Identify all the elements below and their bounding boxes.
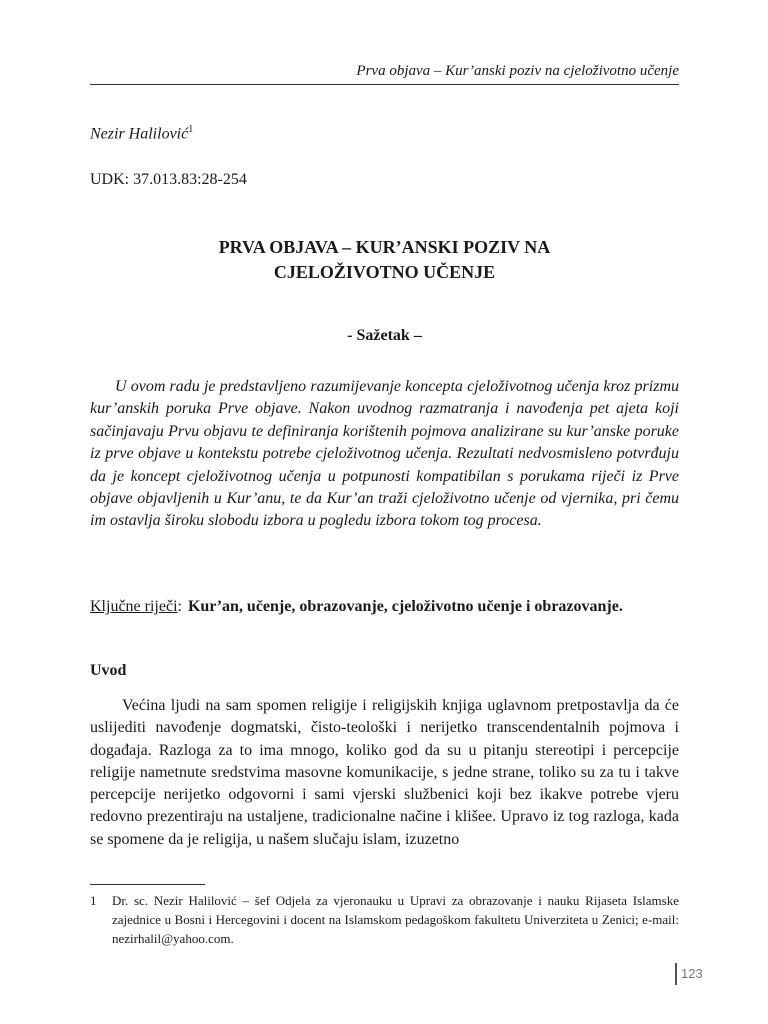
paper-title-line1: PRVA OBJAVA – KUR’ANSKI POZIV NA xyxy=(218,237,551,257)
footnote xyxy=(90,891,679,948)
header-rule xyxy=(90,84,679,85)
keywords-colon: : xyxy=(177,598,182,615)
author-line xyxy=(90,124,193,143)
udk-code: UDK: 37.013.83:28-254 xyxy=(90,171,247,188)
page-number: 123 xyxy=(675,963,703,985)
abstract-text: U ovom radu je predstavljeno razumijevanje koncepta cjeloživotnog učenja kroz prizmu kur’anskih poruka Prve objave. Nakon uvodnog razmatranja i navođenja pet ajeta koji sačinjavaju Prvu objavu te definiranja korištenih pojmova analizirane su kur’anske poruke iz prve objave u kontekstu potrebe cjeloživotnog učenja. Rezultati nedvosmisleno potvrđuju da je koncept cjeloživotnog učenja u potpunosti kompatibilan s porukama riječi iz Prve objave objavljenih u Kur’anu, te da Kur’an traži cjeloživotno učenje od vjernika, pri čemu im ostavlja široku slobodu izbora u pogledu izbora tokom tog procesa. xyxy=(90,378,679,530)
abstract-heading: - Sažetak – xyxy=(347,327,422,344)
keywords-text: Kur’an, učenje, obrazovanje, cjeloživotno učenje i obrazovanje. xyxy=(187,598,623,615)
running-header: Prva objava – Kur’anski poziv na cjeloživotno učenje xyxy=(356,63,679,79)
paper-title xyxy=(90,235,679,285)
author-footnote-mark[interactable]: 1 xyxy=(188,124,194,135)
footnote-text: Dr. sc. Nezir Halilović – šef Odjela za vjeronauku u Upravi za obrazovanje i nauku Rijaseta Islamske zajednice u Bosni i Hercegovini i docent na Islamskom pedagoškom fakultetu Univerziteta u Zenici; e-mail: nezirhalil@yahoo.com. xyxy=(112,893,679,946)
author-name: Nezir Halilović xyxy=(90,125,189,143)
footnote-number: 1 xyxy=(90,893,97,908)
keywords-label: Ključne riječi xyxy=(90,598,178,615)
keywords xyxy=(90,596,679,618)
footnote-rule xyxy=(90,884,205,885)
intro-paragraph: Većina ljudi na sam spomen religije i religijskih knjiga uglavnom pretpostavlja da će uslijediti navođenje dogmatski, čisto-teološki i nerijetko transcendentalnih pojmova i događaja. Razloga za to ima mnogo, koliko god da su u pitanju stereotipi i percepcije religije nametnute sredstvima masovne komunikacije, s jedne strane, toliko su za tu i takve percepcije nerijetko odgovorni i sami vjerski službenici koji bez ikakve potrebe vjeru redovno prezentiraju na ustaljene, tradicionalne načine i klišee. Upravo iz tog razloga, kada se spomene da je religija, u našem slučaju islam, izuzetno xyxy=(90,697,679,848)
section-heading-intro: Uvod xyxy=(90,662,127,679)
paper-title-line2: CJELOŽIVOTNO UČENJE xyxy=(273,262,496,282)
